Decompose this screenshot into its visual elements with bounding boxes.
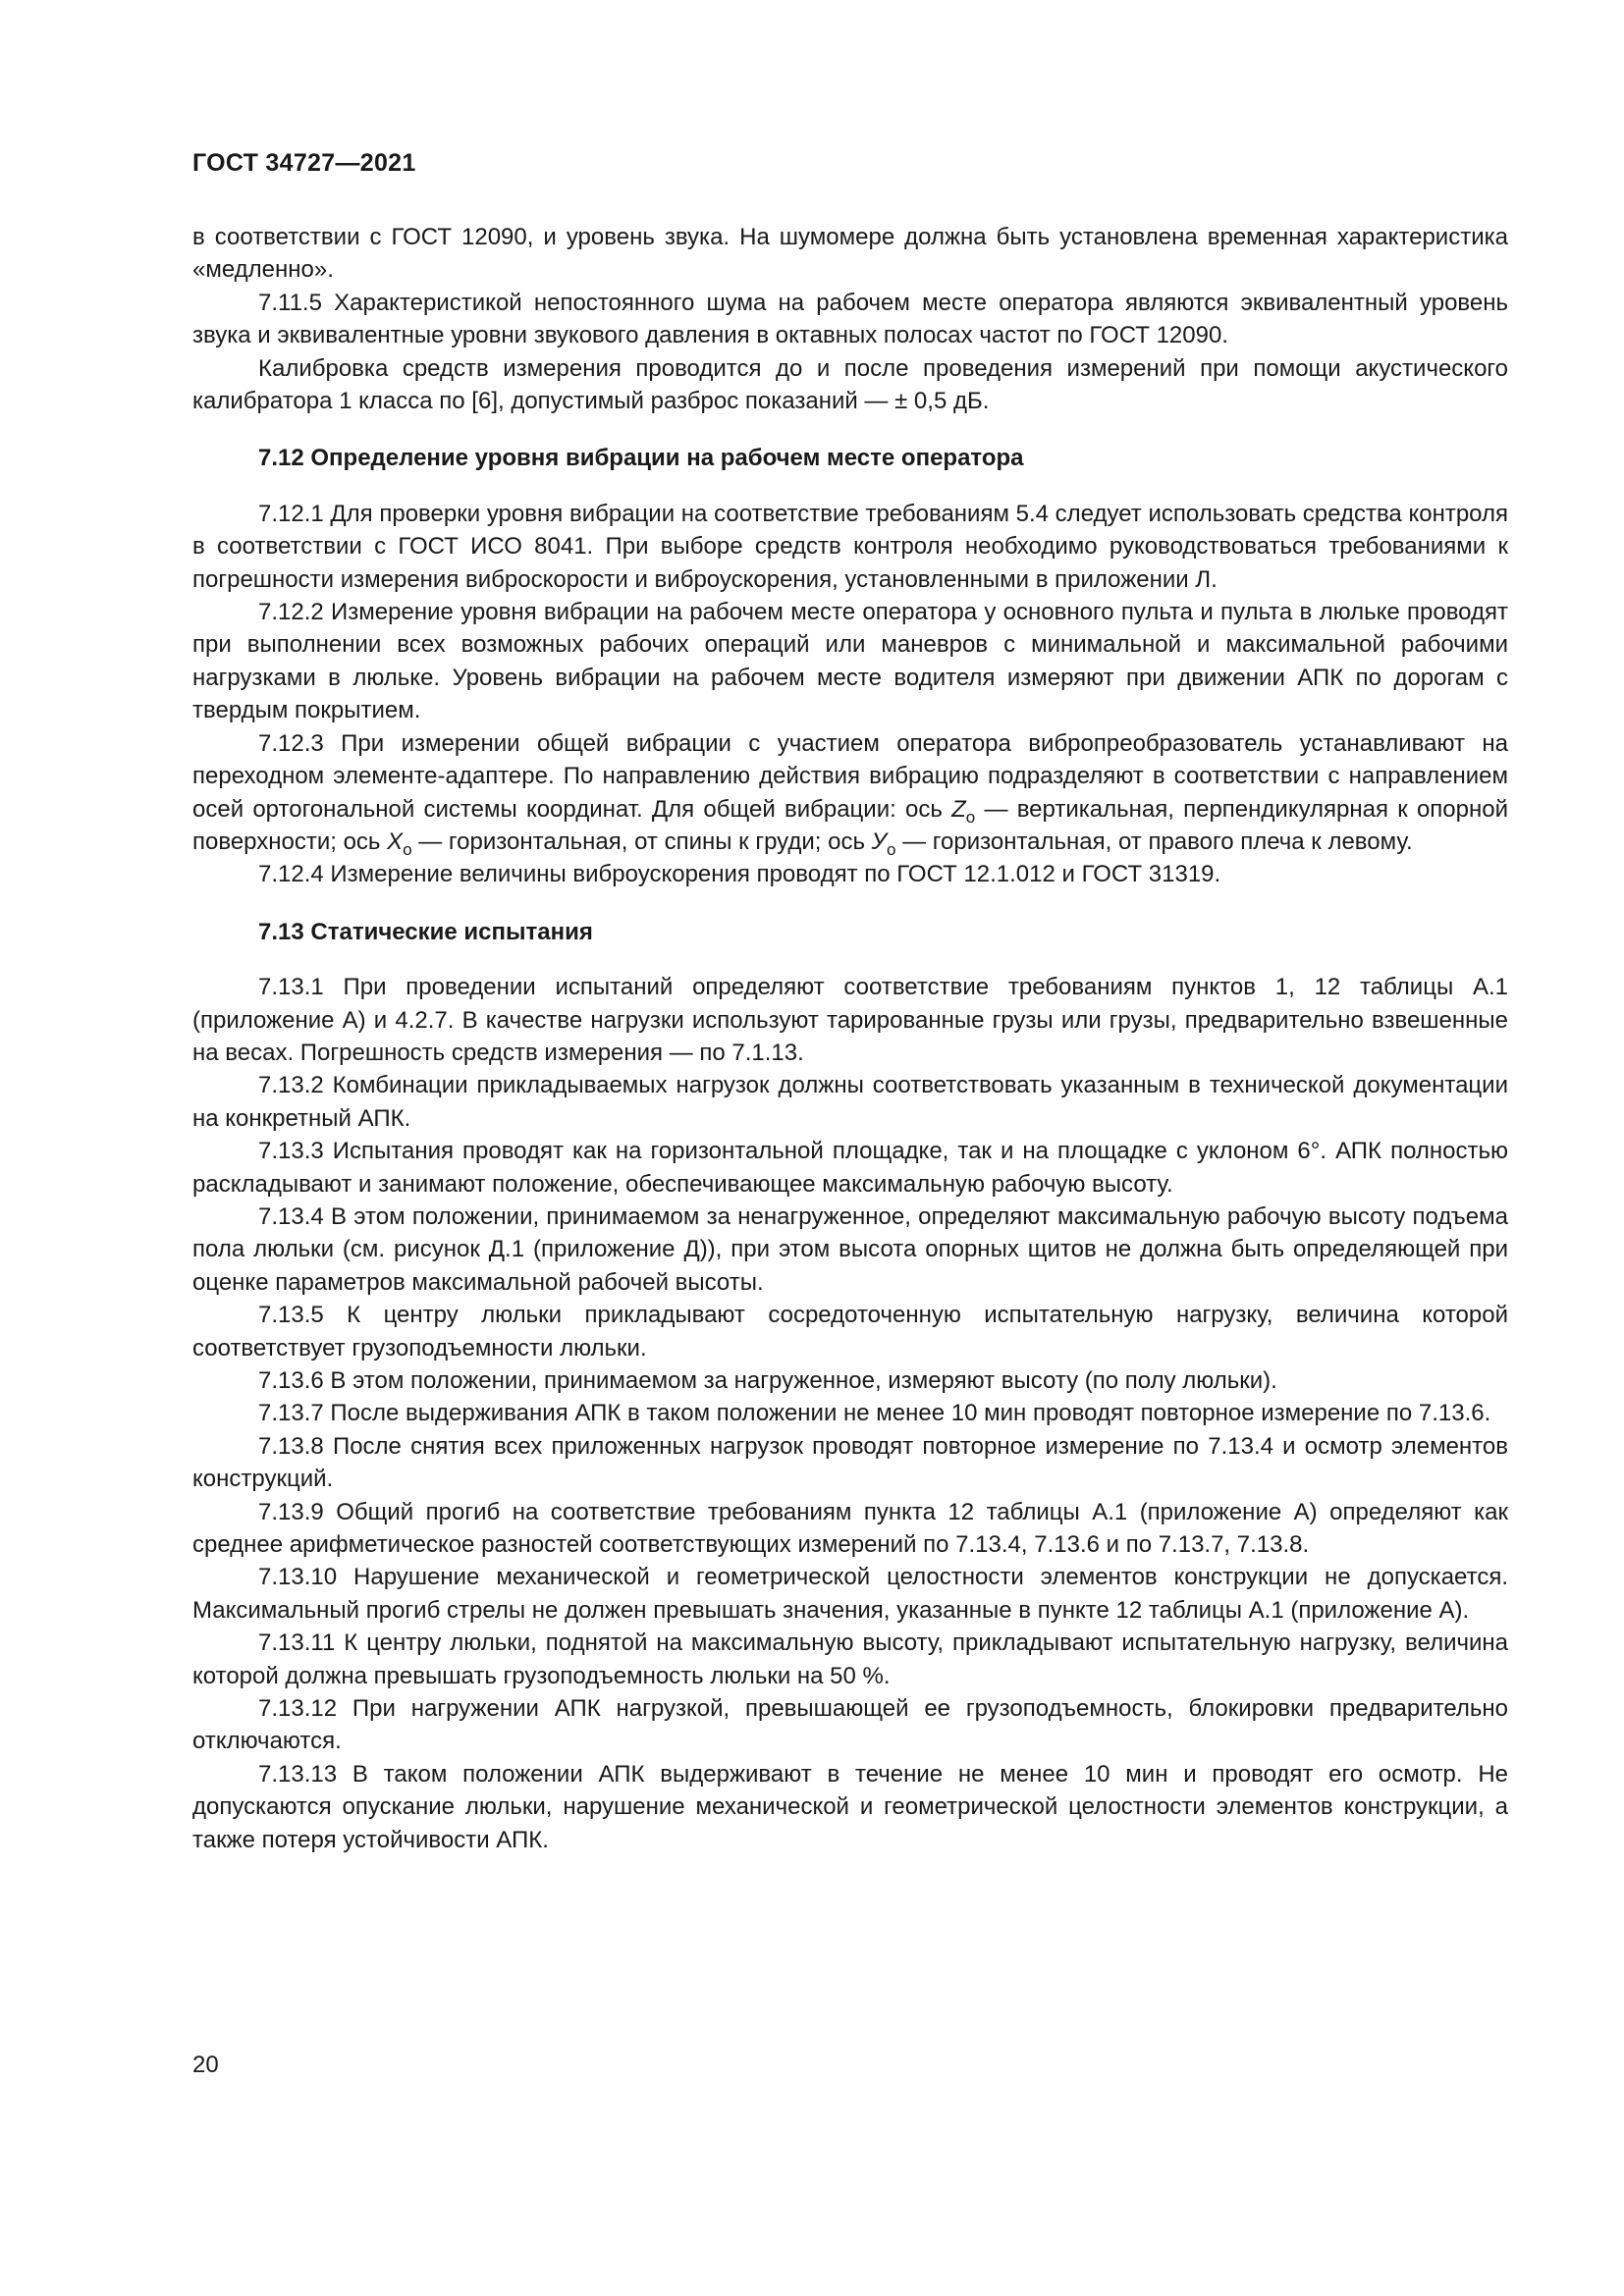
text-run: 7.12.3 При измерении общей вибрации с участием оператора вибропреобразователь устанавливают на переходном элементе-адаптере. По направлению действия вибрацию подразделяют в соответствии с направлением осей ортогональной системы координат. Для общей вибрации: ось — [192, 729, 1508, 823]
paragraph-7-13-10: 7.13.10 Нарушение механической и геометрической целостности элементов конструкции не допускается. Максимальный прогиб стрелы не должен превышать значения, указанные в пункте 12 таблицы А.1 (приложение А). — [192, 1564, 1508, 1624]
section-heading-7-12: 7.12 Определение уровня вибрации на рабочем месте оператора — [258, 445, 1024, 472]
paragraph-7-13-5: 7.13.5 К центру люльки прикладывают сосредоточенную испытательную нагрузку, величина которой соответствует грузоподъемности люльки. — [192, 1302, 1508, 1362]
paragraph-7-12-3 — [192, 727, 1508, 859]
paragraph-7-13-1: 7.13.1 При проведении испытаний определяют соответствие требованиям пунктов 1, 12 таблицы А.1 (приложение А) и 4.2.7. В качестве нагрузки используют тарированные грузы или грузы, предварительно взвешенные на весах. Погрешность средств измерения — по 7.1.13. — [192, 974, 1508, 1066]
paragraph-7-12-1: 7.12.1 Для проверки уровня вибрации на соответствие требованиям 5.4 следует использовать средства контроля в соответствии с ГОСТ ИСО 8041. При выборе средств контроля необходимо руководствоваться требованиями к погрешности измерения виброскорости и виброускорения, установленными в приложении Л. — [192, 500, 1508, 593]
paragraph-7-13-11: 7.13.11 К центру люльки, поднятой на максимальную высоту, прикладывают испытательную нагрузку, величина которой должна превышать грузоподъемность люльки на 50 %. — [192, 1629, 1508, 1689]
axis-symbol-z: Z — [951, 795, 966, 823]
axis-subscript: о — [886, 839, 896, 859]
paragraph-7-13-12: 7.13.12 При нагружении АПК нагрузкой, превышающей ее грузоподъемность, блокировки предварительно отключаются. — [192, 1695, 1508, 1755]
axis-symbol-y: У — [871, 828, 887, 855]
paragraph-7-13-8: 7.13.8 После снятия всех приложенных нагрузок проводят повторное измерение по 7.13.4 и осмотр элементов конструкций. — [192, 1432, 1508, 1493]
paragraph-7-13-13: 7.13.13 В таком положении АПК выдерживают в течение не менее 10 мин и проводят его осмотр. Не допускаются опускание люльки, нарушение механической и геометрической целостности элементов конструкции, а также потеря устойчивости АПК. — [192, 1760, 1508, 1853]
text-run: — горизонтальная, от правого плеча к левому. — [895, 828, 1413, 855]
axis-subscript: о — [965, 807, 976, 827]
document-code-header: ГОСТ 34727—2021 — [192, 149, 416, 177]
paragraph-7-13-3: 7.13.3 Испытания проводят как на горизонтальной площадке, так и на площадке с уклоном 6°. АПК полностью раскладывают и занимают положение, обеспечивающее максимальную рабочую высоту. — [192, 1138, 1508, 1198]
text-run: — вертикальная, перпендикулярная к опорной поверхности; ось — [192, 795, 1509, 855]
paragraph-7-12-2: 7.12.2 Измерение уровня вибрации на рабочем месте оператора у основного пульта и пульта в люльке проводят при выполнении всех возможных рабочих операций или маневров с минимальной и максимальной рабочими нагрузками в люльке. Уровень вибрации на рабочем месте водителя измеряют при движении АПК по дорогам с твердым покрытием. — [192, 599, 1508, 724]
paragraph-7-13-9: 7.13.9 Общий прогиб на соответствие требованиям пункта 12 таблицы А.1 (приложение А) определяют как среднее арифметическое разностей соответствующих измерений по 7.13.4, 7.13.6 и по 7.13.7, 7.13.8. — [192, 1498, 1508, 1559]
paragraph-7-13-6: 7.13.6 В этом положении, принимаемом за нагруженное, измеряют высоту (по полу люльки). — [258, 1367, 1277, 1394]
axis-subscript: о — [403, 839, 412, 859]
paragraph-calibration: Калибровка средств измерения проводится до и после проведения измерений при помощи акустического калибратора 1 класса по [6], допустимый разброс показаний — ± 0,5 дБ. — [192, 354, 1508, 415]
document-body — [192, 221, 1508, 1856]
text-run: — горизонтальная, от спины к груди; ось — [411, 828, 872, 855]
paragraph-7-12-4: 7.12.4 Измерение величины виброускорения проводят по ГОСТ 12.1.012 и ГОСТ 31319. — [258, 861, 1221, 888]
paragraph-7-13-2: 7.13.2 Комбинации прикладываемых нагрузок должны соответствовать указанным в технической документации на конкретный АПК. — [192, 1072, 1508, 1132]
axis-symbol-x: X — [387, 828, 404, 855]
paragraph-continuation: в соответствии с ГОСТ 12090, и уровень звука. На шумомере должна быть установлена временная характеристика «медленно». — [192, 224, 1508, 284]
section-heading-7-13: 7.13 Статические испытания — [258, 918, 593, 945]
paragraph-7-13-7: 7.13.7 После выдерживания АПК в таком положении не менее 10 мин проводят повторное измерение по 7.13.6. — [258, 1400, 1491, 1427]
page-number: 20 — [192, 2052, 219, 2078]
paragraph-7-11-5: 7.11.5 Характеристикой непостоянного шума на рабочем месте оператора являются эквивалентный уровень звука и эквивалентные уровни звукового давления в октавных полосах частот по ГОСТ 12090. — [192, 289, 1508, 349]
paragraph-7-13-4: 7.13.4 В этом положении, принимаемом за ненагруженное, определяют максимальную рабочую высоту подъема пола люльки (см. рисунок Д.1 (приложение Д)), при этом высота опорных щитов не должна быть определяющей при оценке параметров максимальной рабочей высоты. — [192, 1202, 1508, 1296]
